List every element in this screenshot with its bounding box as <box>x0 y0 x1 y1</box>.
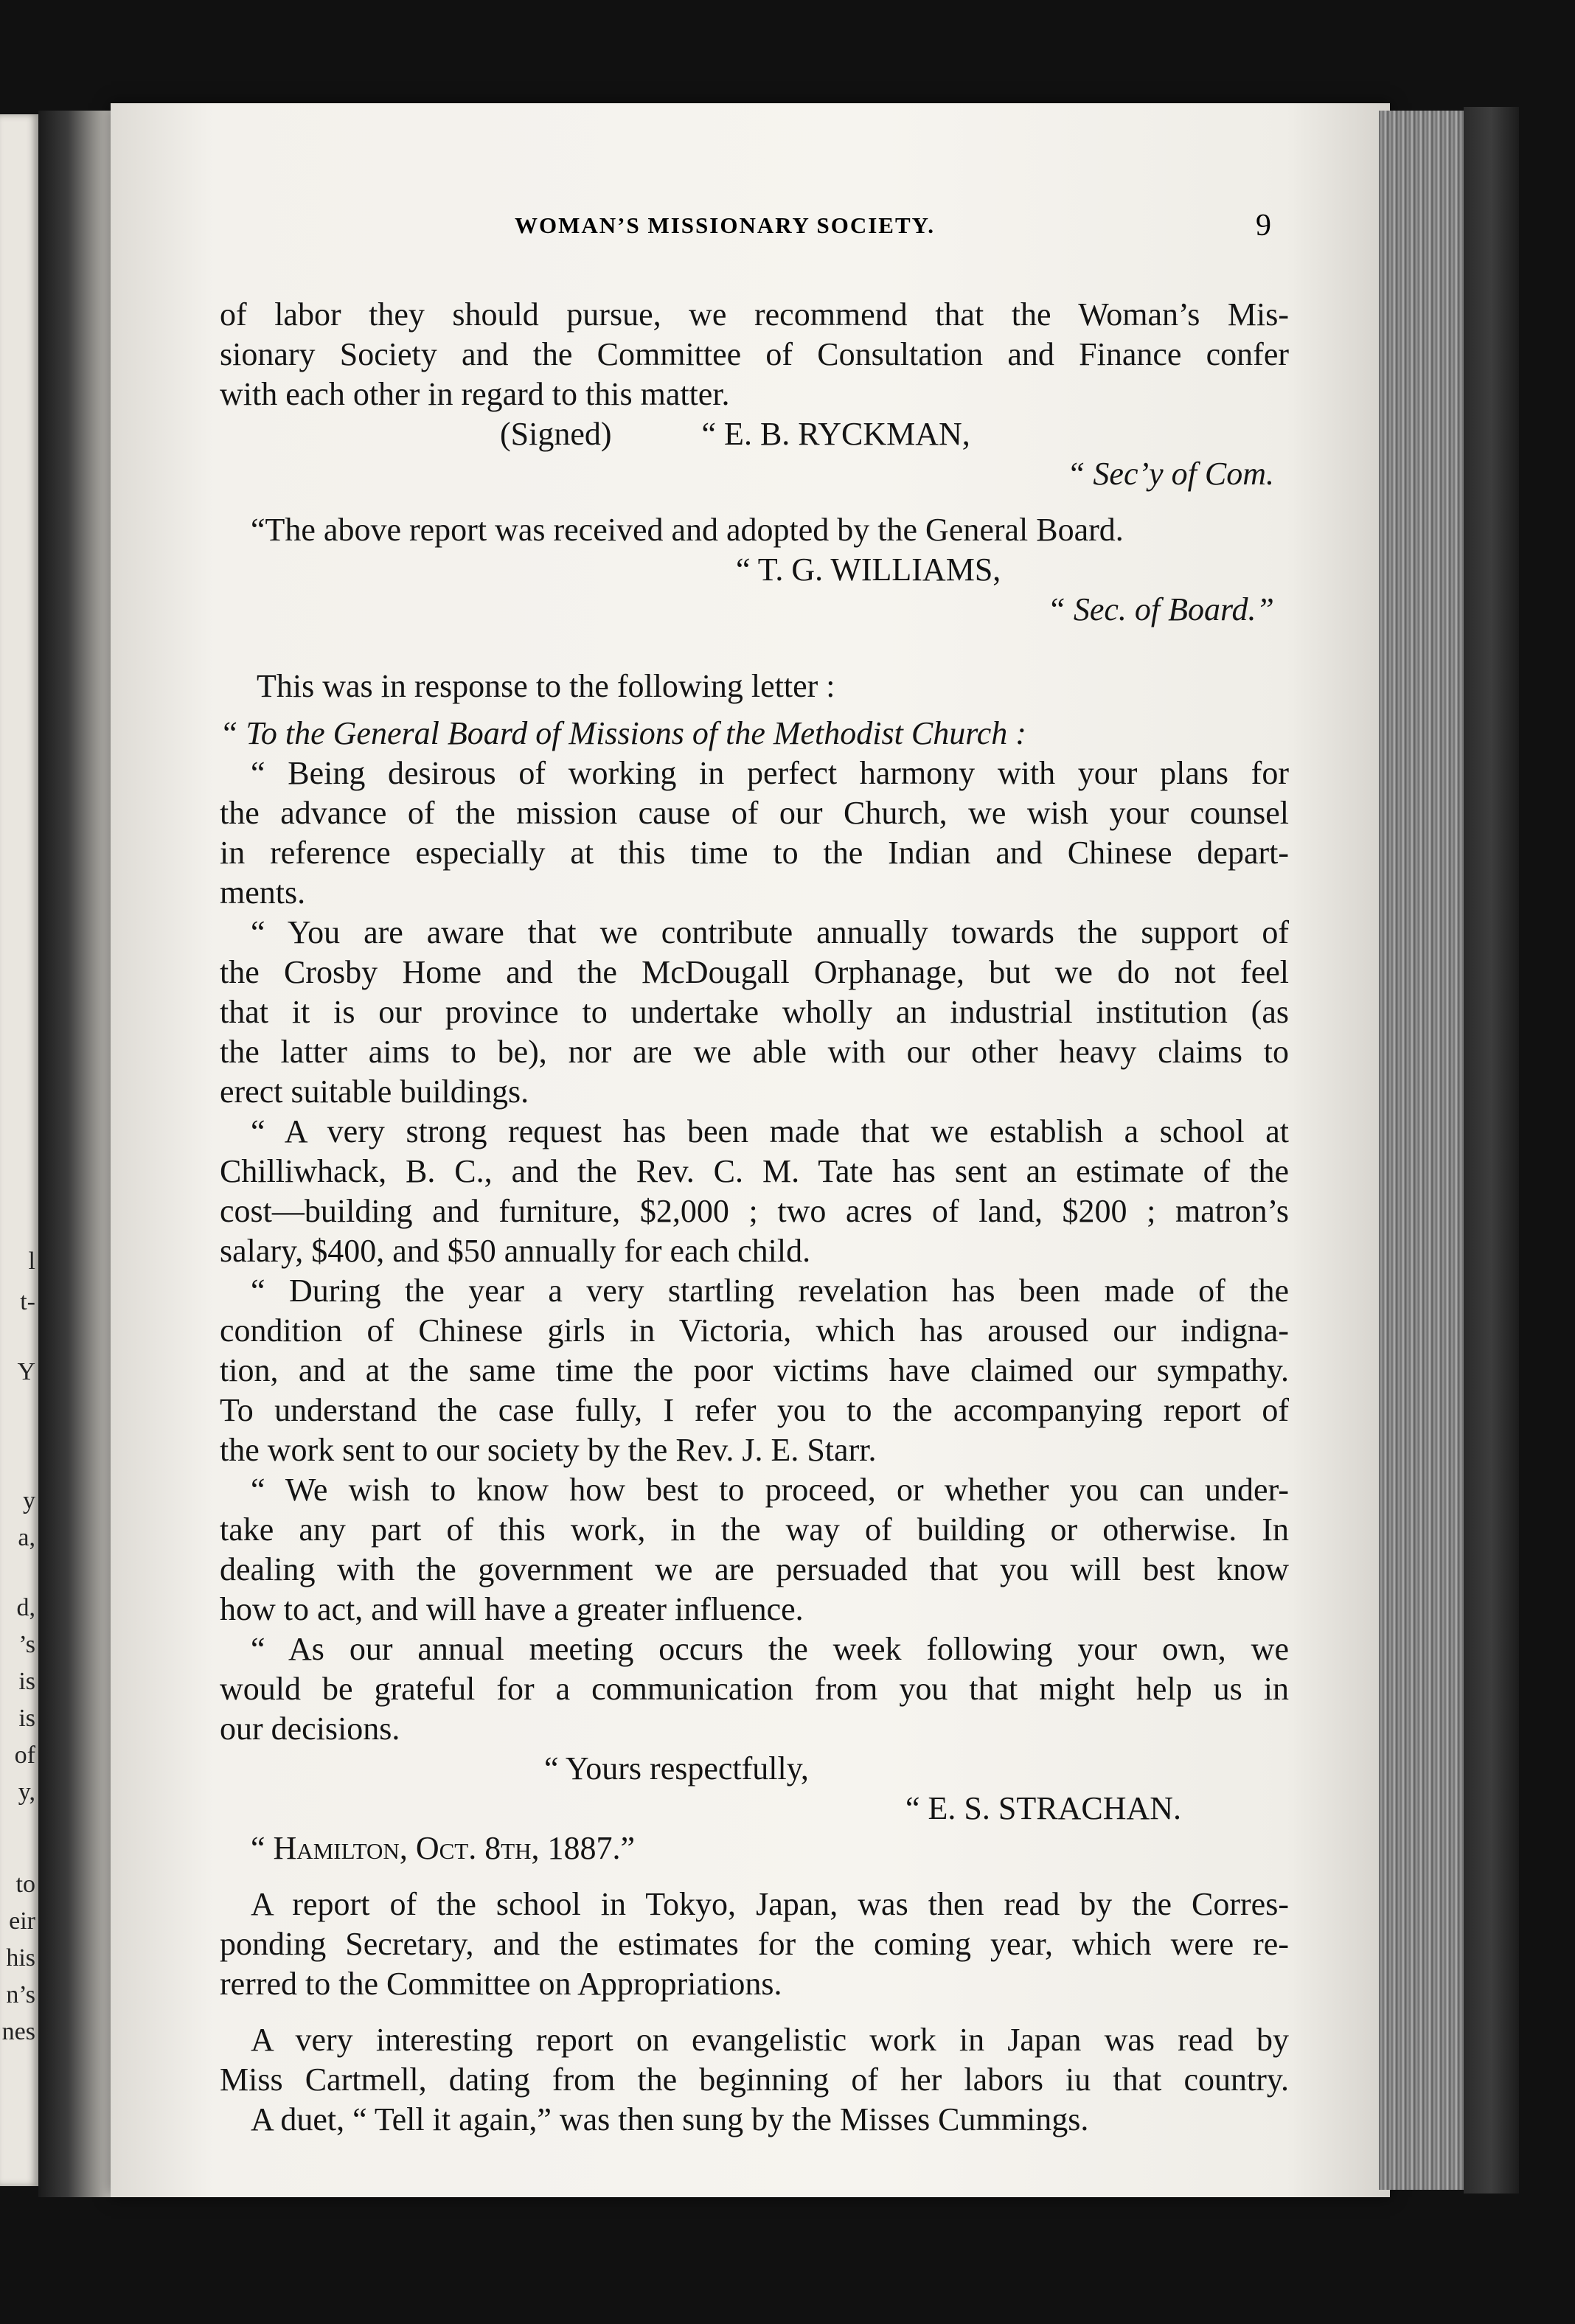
left-fragment: of <box>14 1742 35 1769</box>
text-line: tion, and at the same time the poor victims have claimed our sympathy. <box>220 1352 1289 1388</box>
page-number: 9 <box>1256 209 1271 243</box>
text-line: This was in response to the following letter : <box>257 668 835 704</box>
left-fragment: d, <box>16 1594 35 1621</box>
text-line: rerred to the Committee on Appropriations. <box>220 1966 782 2002</box>
letter-signature: “ E. S. STRACHAN. <box>905 1790 1182 1826</box>
running-head <box>220 209 1289 252</box>
text-line: cost—building and furniture, $2,000 ; two acres of land, $200 ; matron’s <box>220 1193 1289 1229</box>
text-line: condition of Chinese girls in Victoria, which has aroused our indigna- <box>220 1312 1289 1349</box>
left-fragment: l <box>28 1248 35 1275</box>
text-line: salary, $400, and $50 annually for each child. <box>220 1233 811 1269</box>
left-fragment: ’s <box>18 1631 35 1658</box>
book-cover-edge <box>1464 107 1519 2193</box>
signed-name: “ E. B. RYCKMAN, <box>701 416 970 452</box>
running-title: WOMAN’S MISSIONARY SOCIETY. <box>515 212 935 238</box>
left-fragment: his <box>6 1944 35 1972</box>
text-line: dealing with the government we are persuaded that you will best know <box>220 1551 1289 1587</box>
letter-place-date: “ Hamilton, Oct. 8th, 1887.” <box>251 1830 636 1866</box>
text-line: “ As our annual meeting occurs the week following your own, we <box>251 1631 1289 1667</box>
signed-label: (Signed) <box>500 416 612 452</box>
text-line: “ Being desirous of working in perfect harmony with your plans for <box>251 755 1289 791</box>
text-line: Chilliwhack, B. C., and the Rev. C. M. Tate has sent an estimate of the <box>220 1153 1289 1189</box>
text-line: the advance of the mission cause of our Church, we wish your counsel <box>220 795 1289 831</box>
letter-salutation: “ To the General Board of Missions of the Methodist Church : <box>220 715 1026 751</box>
text-line: in reference especially at this time to the Indian and Chinese depart- <box>220 835 1289 871</box>
sig2-name: “ T. G. WILLIAMS, <box>736 552 1001 588</box>
left-fragment: Y <box>17 1358 35 1385</box>
text-line: take any part of this work, in the way of building or otherwise. In <box>220 1511 1289 1548</box>
left-fragment: t- <box>20 1288 35 1315</box>
text-line: “ We wish to know how best to proceed, or whether you can under- <box>251 1472 1289 1508</box>
left-page-edge <box>0 114 38 2186</box>
text-line: the latter aims to be), nor are we able with our other heavy claims to <box>220 1034 1289 1070</box>
page-text <box>220 295 1289 2140</box>
text-line: the work sent to our society by the Rev. J. E. Starr. <box>220 1432 877 1468</box>
text-line: “ A very strong request has been made that we establish a school at <box>251 1113 1289 1149</box>
text-line: A duet, “ Tell it again,” was then sung by the Misses Cummings. <box>251 2101 1089 2137</box>
text-line: how to act, and will have a greater influence. <box>220 1591 804 1627</box>
text-line: sionary Society and the Committee of Consultation and Finance confer <box>220 336 1289 372</box>
text-line: of labor they should pursue, we recommend that the Woman’s Mis- <box>220 296 1289 333</box>
sig2-title: “ Sec. of Board.” <box>1047 591 1274 627</box>
left-fragment: nes <box>1 2018 35 2045</box>
signed-title: “ Sec’y of Com. <box>1066 456 1274 492</box>
left-fragment: n’s <box>6 1981 35 2008</box>
left-fragment: is <box>18 1668 35 1695</box>
left-fragment: y, <box>18 1778 35 1806</box>
text-line: “ You are aware that we contribute annually towards the support of <box>251 914 1289 950</box>
text-line: To understand the case fully, I refer you to the accompanying report of <box>220 1392 1289 1428</box>
text-line: “ During the year a very startling revelation has been made of the <box>251 1273 1289 1309</box>
left-fragment: a, <box>18 1524 35 1551</box>
text-line: ments. <box>220 874 306 911</box>
left-fragment: is <box>18 1705 35 1732</box>
text-line: A very interesting report on evangelistic work in Japan was read by <box>251 2022 1289 2058</box>
text-line: the Crosby Home and the McDougall Orphanage, but we do not feel <box>220 954 1289 990</box>
signature-line <box>220 414 1289 454</box>
text-line: Miss Cartmell, dating from the beginning of her labors iu that country. <box>220 2062 1289 2098</box>
text-line: that it is our province to undertake wholly an industrial institution (as <box>220 994 1289 1030</box>
text-line: erect suitable buildings. <box>220 1074 529 1110</box>
text-line: A report of the school in Tokyo, Japan, was then read by the Corres- <box>251 1886 1289 1922</box>
left-fragment: to <box>15 1871 35 1898</box>
book-gutter <box>38 111 112 2197</box>
text-line: ponding Secretary, and the estimates for the coming year, which were re- <box>220 1926 1289 1962</box>
text-line: our decisions. <box>220 1711 400 1747</box>
letter-closing: “ Yours respectfully, <box>544 1750 809 1787</box>
text-line: would be grateful for a communication from you that might help us in <box>220 1671 1289 1707</box>
text-line: with each other in regard to this matter. <box>220 376 730 412</box>
page-block-edges <box>1379 111 1464 2190</box>
left-fragment: y <box>23 1487 35 1514</box>
left-fragment: eir <box>9 1907 35 1935</box>
text-line: “The above report was received and adopted by the General Board. <box>251 512 1124 548</box>
